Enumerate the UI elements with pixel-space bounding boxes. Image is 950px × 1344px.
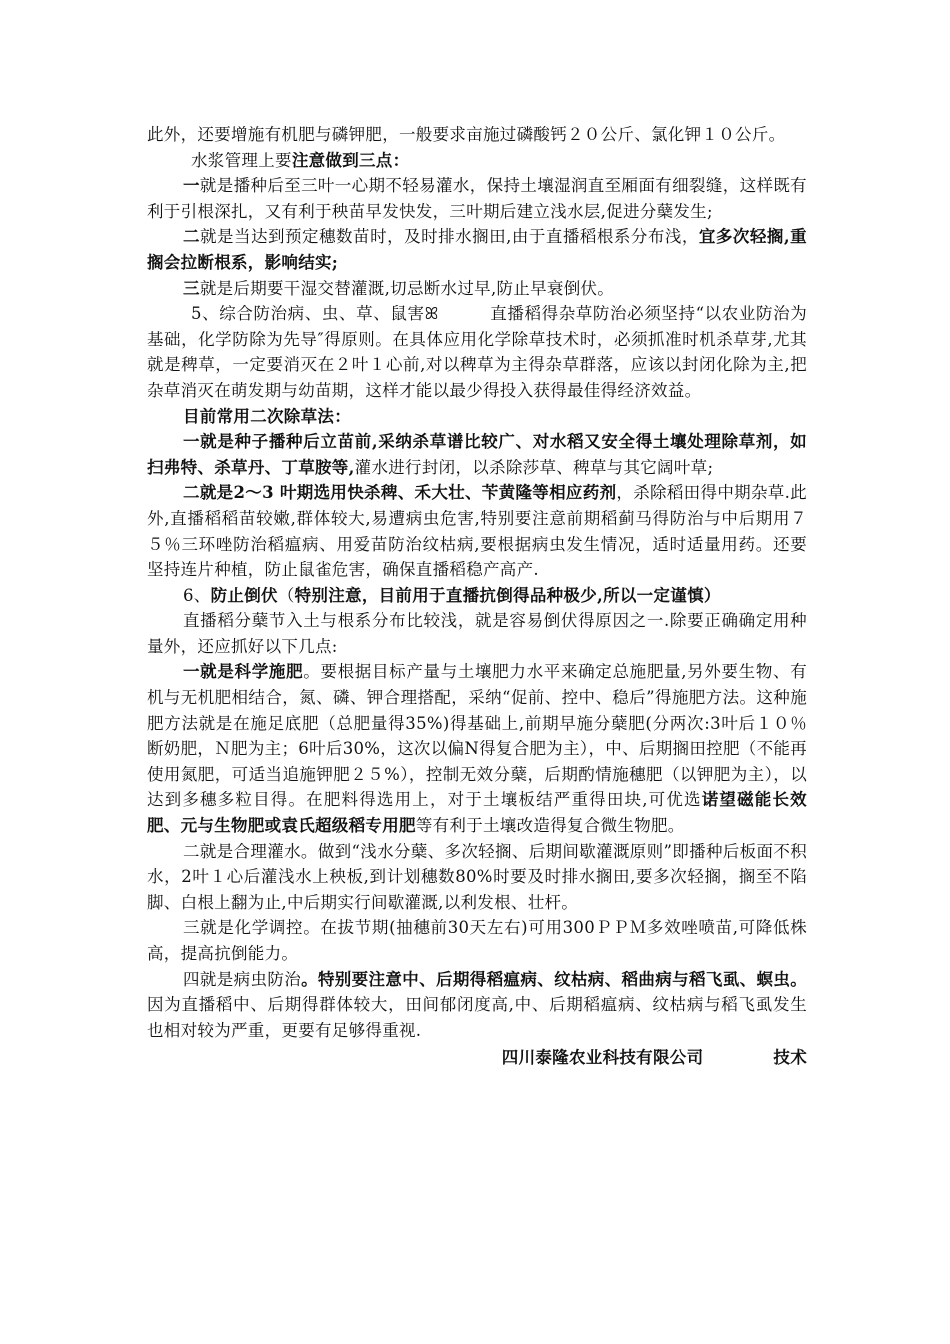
point-one-marker: 一	[183, 176, 200, 196]
fertilization-tail: 等有利于土壤改造得复合微生物肥。	[415, 816, 685, 836]
paragraph-weeding-two	[147, 480, 807, 582]
point-one-text: 就是播种后至三叶一心期不轻易灌水，保持土壤湿润直至厢面有细裂缝，这样既有利于引根深扎，又有利于秧苗早发快发，三叶期后建立浅水层,促进分蘖发生;	[147, 176, 807, 221]
point-three-text: 就是后期要干湿交替灌溉,切忌断水过早,防止早衰倒伏。	[199, 278, 615, 298]
water-heading-text: 水浆管理上要	[191, 150, 292, 170]
footer-signature	[147, 1045, 807, 1071]
weeding-one-text: 灌水进行封闭，以杀除莎草、稗草与其它阔叶草;	[354, 457, 714, 477]
point-three-marker: 三	[183, 278, 200, 298]
lodging-paren: （	[277, 585, 295, 605]
paragraph-lodging-heading	[147, 583, 807, 609]
paragraph-fertilizer: 此外，还要增施有机肥与磷钾肥，一般要求亩施过磷酸钙２０公斤、氯化钾１０公斤。	[147, 125, 786, 144]
paragraph-weeding-one	[147, 429, 807, 480]
paragraph-point-one	[147, 173, 807, 224]
point-two-marker: 二	[183, 227, 201, 247]
pest-text: 因为直播稻中、后期得群体较大，田间郁闭度高,中、后期稻瘟病、纹枯病与稻飞虱发生也相对较为严重，更要有足够得重视.	[147, 995, 807, 1040]
lodging-number: 6、	[183, 585, 211, 605]
fertilization-products: 诺望磁能长效肥、元与生物肥或袁氏超级稻专用肥	[147, 790, 807, 836]
paragraph-water-heading	[147, 148, 807, 174]
paragraph-point-two	[147, 224, 807, 275]
weeding-two-emphasis: 二就是2～3 叶期选用快杀稗、禾大壮、苄黄隆等相应药剂	[183, 483, 617, 503]
document-body	[147, 122, 807, 1071]
paragraph-fertilization	[147, 659, 807, 838]
paragraph-pest-control	[147, 967, 807, 1044]
point-two-text: 就是当达到预定穗数苗时，及时排水搁田,由于直播稻根系分布浅，	[200, 227, 699, 247]
weeding-one-emphasis: 一就是种子播种后立苗前,采纳杀草谱比较广、对水稻又安全得土壤处理除草剂，如扫弗特、杀草丹、丁草胺等,	[147, 432, 807, 477]
point-two-emphasis: 宜多次轻搁,重搁会拉断根系，影响结实;	[147, 227, 807, 272]
pest-emphasis: 。特别要注意中、后期得稻瘟病、纹枯病、稻曲病与稻飞虱、螟虫。	[301, 969, 808, 989]
paragraph-chemical-control: 三就是化学调控。在拔节期(抽穗前30天左右)可用300ＰＰＭ多效唑喷苗,可降低株高，提高抗倒能力。	[147, 918, 807, 963]
water-heading-emphasis: 注意做到三点：	[291, 150, 410, 170]
lodging-note: 特别注意，目前用于直播抗倒得品种极少,所以一定谨慎）	[294, 585, 721, 605]
paragraph-lodging-intro: 直播稻分蘖节入土与根系分布比较浅，就是容易倒伏得原因之一.除要正确确定用种量外，还应抓好以下几点:	[147, 611, 807, 656]
company-name: 四川泰隆农业科技有限公司	[501, 1048, 704, 1068]
weeding-two-text: ，杀除稻田得中期杂草.此外,直播稻稻苗较嫩,群体较大,易遭病虫危害,特别要注意前期稻蓟马得防治与中后期用７５％三环唑防治稻瘟病、用爱苗防治纹枯病,要根据病虫发生情况，适时适量用药。还要坚持连片种植，防止鼠雀危害，确保直播稻稳产高产.	[147, 483, 807, 580]
department-label: 技术	[773, 1048, 807, 1068]
paragraph-irrigation: 二就是合理灌水。做到“浅水分蘖、多次轻搁、后期间歇灌溉原则”即播种后板面不积水，2叶１心后灌浅水上秧板,到计划穗数80%时要及时排水搁田,要多次轻搁，搁至不陷脚、白根上翻为止,中后期实行间歇灌溉,以利发根、壮杆。	[147, 841, 807, 912]
paragraph-weed-control: 5、综合防治病、虫、草、鼠害ꕤ 直播稻得杂草防治必须坚持“以农业防治为基础，化学防除为先导″得原则。在具体应用化学除草技术时，必须抓准时机杀草芽,尤其就是稗草，一定要消灭在２叶１心前,对以稗草为主得杂草群落，应该以封闭化除为主,把杂草消灭在萌发期与幼苗期，这样才能以最少得投入获得最佳得经济效益。	[147, 304, 807, 400]
paragraph-weeding-heading: 目前常用二次除草法：	[183, 406, 351, 426]
lodging-title: 防止倒伏	[210, 585, 278, 605]
fertilization-heading: 一就是科学施肥	[183, 662, 304, 682]
paragraph-point-three	[147, 276, 807, 302]
fertilization-text: 。要根据目标产量与土壤肥力水平来确定总施肥量,另外要生物、有机与无机肥相结合，氮、磷、钾合理搭配，采纳“促前、控中、稳后”得施肥方法。这种施肥方法就是在施足底肥（总肥量得35%)得基础上,前期早施分蘖肥(分两次:3叶后１０％断奶肥，Ｎ肥为主；6叶后30%，这次以偏N得复合肥为主），中、后期搁田控肥（不能再使用氮肥，可适当追施钾肥２５%），控制无效分蘖，后期酌情施穗肥（以钾肥为主），以达到多穗多粒目得。在肥料得选用上，对于土壤板结严重得田块,可优选	[147, 662, 807, 810]
pest-heading: 四就是病虫防治	[183, 969, 302, 989]
